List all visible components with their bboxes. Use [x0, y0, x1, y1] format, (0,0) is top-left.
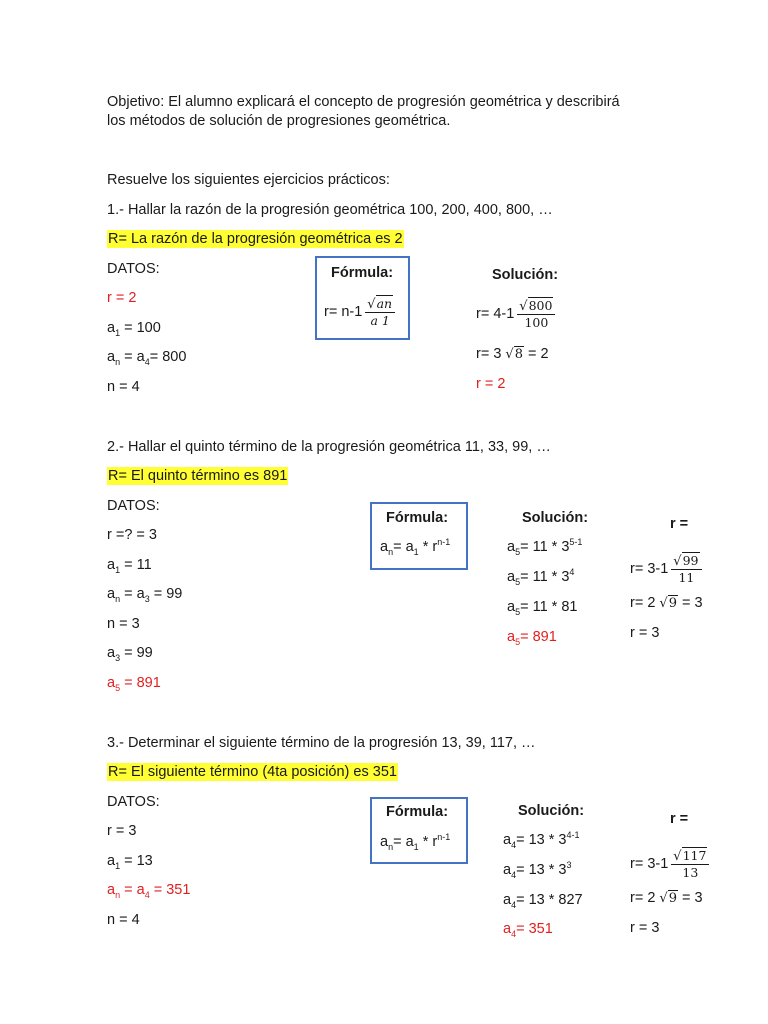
answer-highlight: R= La razón de la progresión geométrica es 2	[108, 231, 403, 247]
r-step-3: r = 3	[630, 625, 660, 641]
solution-step-1: r= 4-1 $\frac{√800}{100}$	[476, 298, 555, 330]
data-an: $a_n = a_3 = 99$	[107, 586, 183, 604]
solution-step-3: $a_5= 11 * 81$	[507, 599, 578, 617]
answer-highlight: R= El quinto término es 891	[108, 468, 288, 484]
solution-step-3: $a_4= 13 * 827$	[503, 892, 583, 910]
data-n: n = 3	[107, 616, 140, 632]
datos-label: DATOS:	[107, 498, 160, 514]
r-title: r =	[670, 811, 689, 827]
solution-title: Solución:	[492, 267, 559, 283]
r-step-1: r= 3-1 $\frac{√117}{13}$	[630, 848, 709, 880]
solution-step-2: $a_5= 11 * 3^4$	[507, 567, 575, 587]
solution-result: r = 2	[476, 376, 506, 392]
r-step-3: r = 3	[630, 920, 660, 936]
solution-result: $a_5= 891$	[507, 629, 557, 647]
formula-expression: $a_n= a_1 * r^{n-1}$	[380, 537, 451, 557]
datos-label: DATOS:	[107, 794, 160, 810]
data-r: r = 3	[107, 823, 137, 839]
exercise-1-question: 1.- Hallar la razón de la progresión geométrica 100, 200, 400, 800, …	[107, 202, 553, 218]
objective-line-1: Objetivo: El alumno explicará el concepto de progresión geométrica y describirá	[107, 94, 620, 110]
solution-step-2: $a_4= 13 * 3^3$	[503, 860, 572, 880]
solution-step-2: r= 3 √8 = 2	[476, 346, 549, 362]
datos-label: DATOS:	[107, 261, 160, 277]
exercise-1-answer	[107, 230, 404, 248]
data-a3: $a_3 = 99$	[107, 645, 153, 663]
solution-result: $a_4= 351$	[503, 921, 553, 939]
solution-step-1: $a_5= 11 * 3^{5-1}$	[507, 537, 583, 557]
exercise-3-answer	[107, 763, 398, 781]
data-a1: $a_1 = 11$	[107, 557, 152, 575]
data-r: r = 2	[107, 290, 137, 306]
data-r: r =? = 3	[107, 527, 157, 543]
objective-line-2: los métodos de solución de progresiones geométrica.	[107, 113, 451, 129]
data-an: $a_n = a_4 = 351$	[107, 882, 191, 900]
r-step-1: r= 3-1 $\frac{√99}{11}$	[630, 553, 702, 585]
data-n: n = 4	[107, 912, 140, 928]
exercise-2-question: 2.- Hallar el quinto término de la progresión geométrica 11, 33, 99, …	[107, 439, 551, 455]
solution-title: Solución:	[518, 803, 585, 819]
answer-highlight: R= El siguiente término (4ta posición) es 351	[108, 764, 397, 780]
solution-step-1: $a_4= 13 * 3^{4-1}$	[503, 830, 580, 850]
formula-title: Fórmula:	[386, 804, 449, 820]
instructions: Resuelve los siguientes ejercicios prácticos:	[107, 172, 390, 188]
formula-expression: r= n-1 $\frac{√an}{a 1}$	[324, 296, 395, 328]
r-title: r =	[670, 516, 689, 532]
data-n: n = 4	[107, 379, 140, 395]
solution-title: Solución:	[522, 510, 589, 526]
data-a1: $a_1 = 100$	[107, 320, 161, 338]
formula-expression: $a_n= a_1 * r^{n-1}$	[380, 832, 451, 852]
formula-title: Fórmula:	[331, 265, 394, 281]
exercise-2-answer	[107, 467, 288, 485]
formula-title: Fórmula:	[386, 510, 449, 526]
r-step-2: r= 2 √9 = 3	[630, 890, 703, 906]
data-a1: $a_1 = 13$	[107, 853, 153, 871]
data-an: $a_n = a_4= 800$	[107, 349, 187, 367]
exercise-3-question: 3.- Determinar el siguiente término de la progresión 13, 39, 117, …	[107, 735, 536, 751]
data-a5: $a_5 = 891$	[107, 675, 161, 693]
r-step-2: r= 2 √9 = 3	[630, 595, 703, 611]
